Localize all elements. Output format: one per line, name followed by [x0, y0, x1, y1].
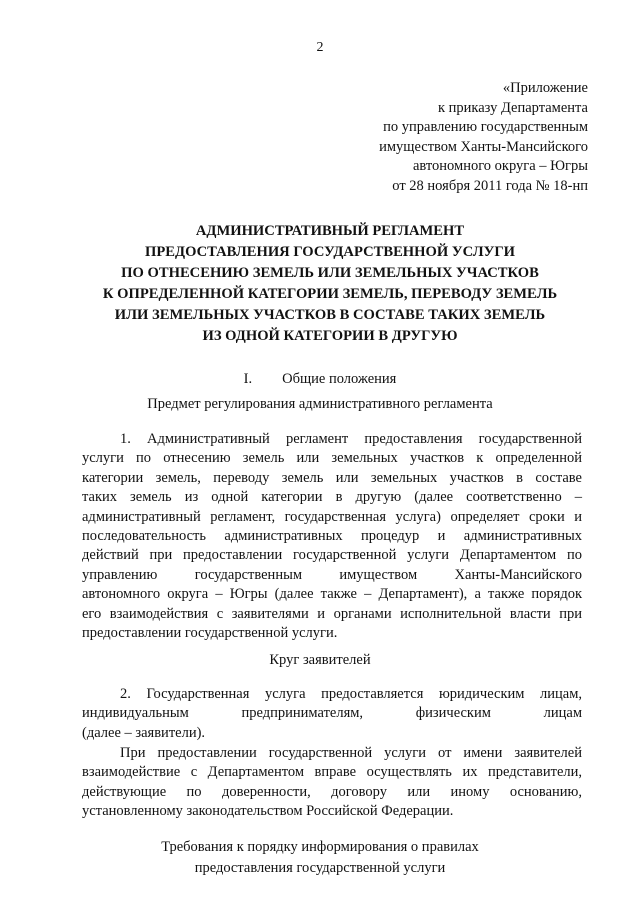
title-line: АДМИНИСТРАТИВНЫЙ РЕГЛАМЕНТ — [195, 223, 465, 239]
title-line: ПО ОТНЕСЕНИЮ ЗЕМЕЛЬ ИЛИ ЗЕМЕЛЬНЫХ УЧАСТКОВ — [121, 265, 539, 281]
subheading-requirements — [0, 837, 640, 879]
title-line: ИЗ ОДНОЙ КАТЕГОРИИ В ДРУГУЮ — [202, 328, 458, 344]
paragraph-line: управлению государственным имуществом Ханты-Мансийского — [82, 566, 582, 583]
paragraph-line: автономного округа – Югры (далее также – Департамент), а также порядок — [82, 586, 582, 603]
paragraph-line: 2. Государственная услуга предоставляется юридическим лицам, — [120, 686, 582, 702]
subheading-line: Требования к порядку информирования о правилах — [161, 839, 479, 855]
paragraph-line: предоставлении государственной услуги. — [82, 625, 338, 642]
paragraph-line: установленному законодательством Российской Федерации. — [82, 803, 454, 820]
paragraph-2 — [82, 685, 582, 743]
paragraph-line: взаимодействие с Департаментом вправе осуществлять их представители, — [82, 764, 582, 781]
paragraph-line: последовательность административных процедур и административных — [82, 528, 582, 545]
document-title — [60, 221, 600, 347]
section-number: I. — [243, 371, 253, 387]
appendix-line: «Приложение — [502, 80, 588, 96]
paragraph-line: услуги по отнесению земель или земельных участков к определенной — [82, 450, 582, 467]
title-line: К ОПРЕДЕЛЕННОЙ КАТЕГОРИИ ЗЕМЕЛЬ, ПЕРЕВОДУ ЗЕМЕЛЬ — [102, 286, 558, 302]
appendix-line: к приказу Департамента — [437, 99, 588, 116]
appendix-line: имуществом Ханты-Мансийского — [379, 138, 588, 155]
subheading-subject: Предмет регулирования административного регламента — [147, 396, 493, 412]
appendix-line: по управлению государственным — [383, 119, 588, 136]
paragraph-1 — [82, 430, 582, 643]
paragraph-line: административный регламент, государственная услуга) определяет сроки и — [82, 508, 582, 525]
paragraph-3 — [82, 744, 582, 822]
section-name: Общие положения — [282, 371, 397, 387]
paragraph-line: При предоставлении государственной услуги от имени заявителей — [120, 745, 582, 761]
appendix-line: от 28 ноября 2011 года № 18-нп — [392, 177, 588, 194]
paragraph-line: индивидуальным предпринимателям, физическим лицам — [82, 705, 582, 722]
paragraph-line: категории земель, переводу земель или земельных участков в составе — [82, 469, 582, 486]
paragraph-line: таких земель из одной категории в другую (далее соответственно – — [82, 489, 582, 506]
paragraph-line: действующие по доверенности, договору или иному основанию, — [82, 783, 582, 800]
section-heading — [0, 371, 640, 388]
paragraph-line: (далее – заявители). — [82, 724, 206, 741]
subheading-applicants: Круг заявителей — [269, 652, 371, 668]
title-line: ПРЕДОСТАВЛЕНИЯ ГОСУДАРСТВЕННОЙ УСЛУГИ — [145, 244, 515, 260]
appendix-line: автономного округа – Югры — [412, 158, 588, 175]
appendix-block — [379, 79, 588, 197]
page-number: 2 — [316, 40, 324, 55]
paragraph-line: 1. Административный регламент предоставления государственной — [120, 431, 582, 447]
subheading-line: предоставления государственной услуги — [194, 860, 446, 876]
paragraph-line: действий при предоставлении государственной услуги Департаментом по — [82, 547, 582, 564]
paragraph-line: его взаимодействия с заявителями и органами исполнительной власти при — [82, 605, 582, 622]
title-line: ИЛИ ЗЕМЕЛЬНЫХ УЧАСТКОВ В СОСТАВЕ ТАКИХ ЗЕМЕЛЬ — [114, 307, 546, 323]
